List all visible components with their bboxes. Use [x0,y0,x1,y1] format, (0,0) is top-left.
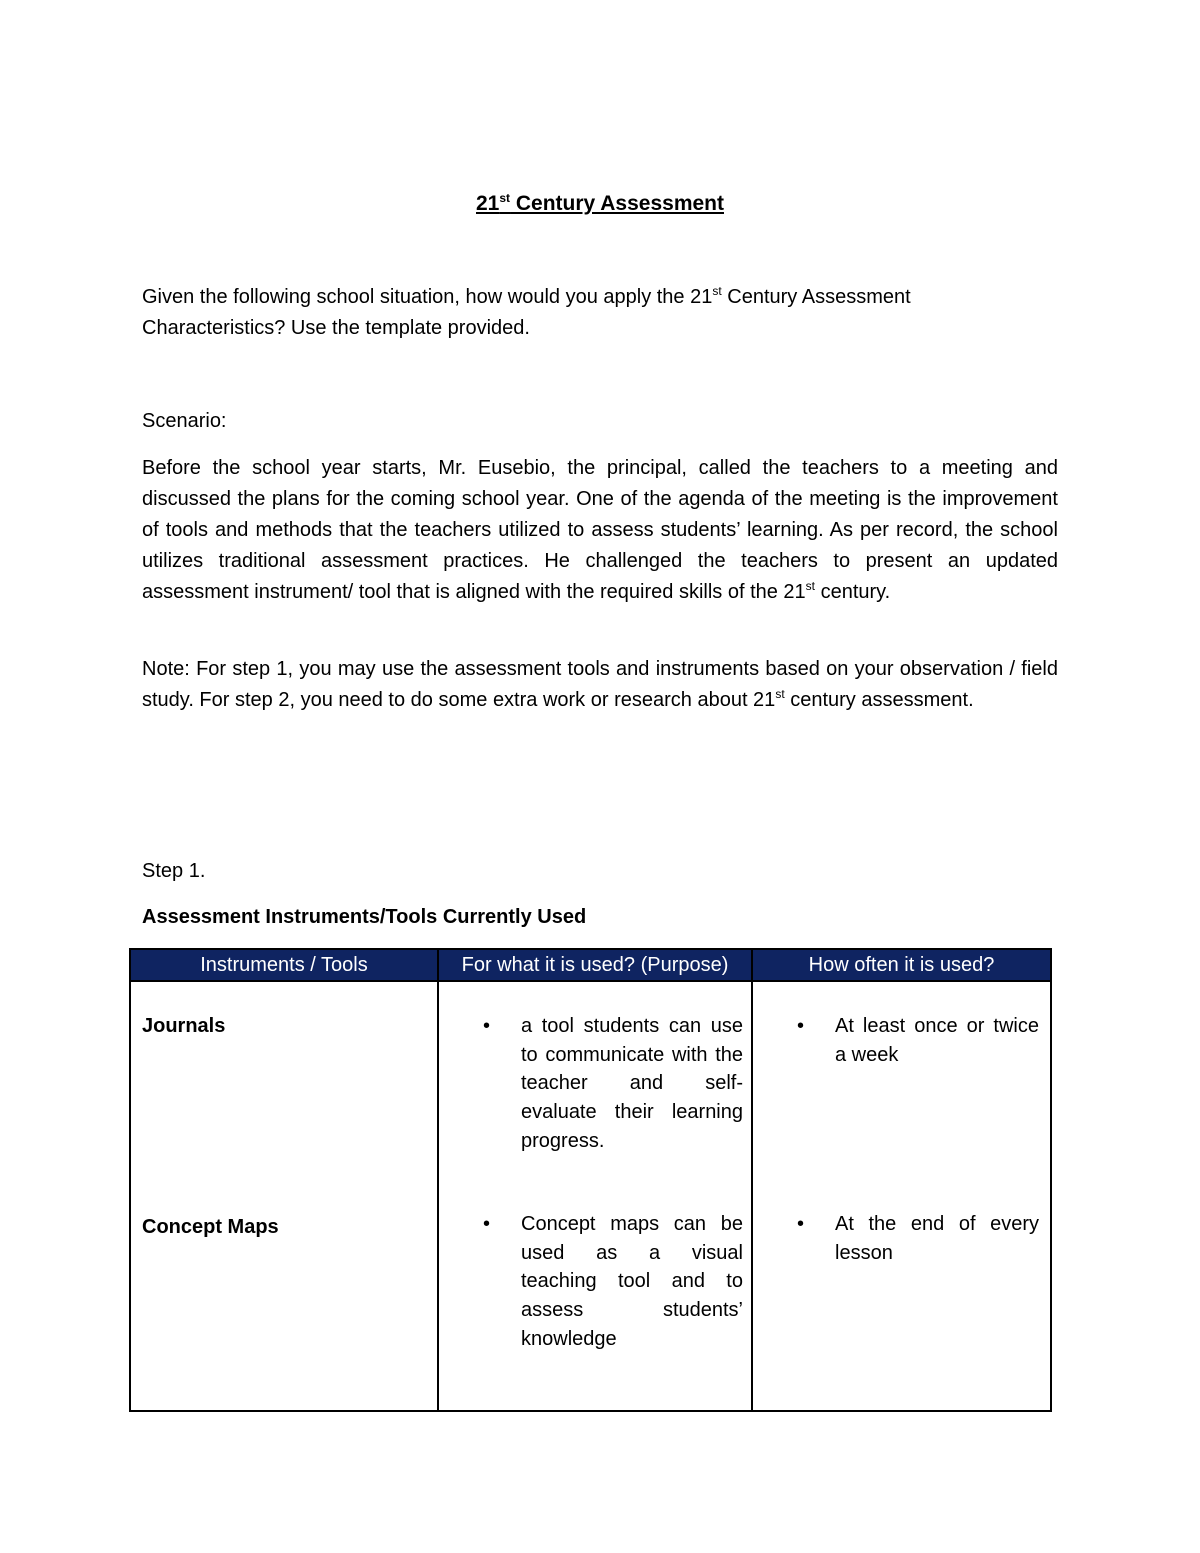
list-item [797,1012,1041,1069]
scenario-label: Scenario: [142,410,227,432]
list-item [483,1210,745,1354]
tool-name-journals: Journals [142,1015,226,1037]
note-paragraph: Note: For step 1, you may use the assessment tools and instruments based on your observation / field study. For step 2, you need to do some extra work or research about 21st century assessment. [142,658,1058,711]
frequency-journals: At least once or twice a week [835,1015,1039,1066]
list-item [483,1012,745,1156]
frequency-cell [752,981,1051,1411]
step-label: Step 1. [142,860,206,882]
purpose-concept-maps: Concept maps can be used as a visual teaching tool and to assess students’ knowledge [521,1213,743,1350]
assessment-tools-table [129,948,1052,1412]
bullet-icon: • [797,1015,805,1037]
bullet-icon: • [797,1213,805,1235]
header-instruments: Instruments / Tools [130,949,438,981]
tools-cell [130,981,438,1411]
intro-paragraph: Given the following school situation, how would you apply the 21st Century Assessment Characteristics? Use the template provided. [142,284,911,339]
page-title: 21st Century Assessment [476,191,724,215]
bullet-icon: • [483,1213,491,1235]
table-row [130,981,1051,1411]
list-item [797,1210,1041,1267]
table-header-row [130,949,1051,981]
purpose-cell [438,981,752,1411]
tool-name-concept-maps: Concept Maps [142,1216,279,1238]
scenario-paragraph: Before the school year starts, Mr. Eusebio, the principal, called the teachers to a meeting and discussed the plans for the coming school year. One of the agenda of the meeting is the improvement of tools and methods that the teachers utilized to assess students’ learning. As per record, the school utilizes traditional assessment practices. He challenged the teachers to present an updated assessment instrument/ tool that is aligned with the required skills of the 21st century. [142,457,1058,603]
header-frequency: How often it is used? [752,949,1051,981]
purpose-journals: a tool students can use to communicate with the teacher and self-evaluate their learning progress. [521,1015,743,1152]
header-purpose: For what it is used? (Purpose) [438,949,752,981]
section-heading: Assessment Instruments/Tools Currently Used [142,906,587,928]
frequency-concept-maps: At the end of every lesson [835,1213,1039,1264]
bullet-icon: • [483,1015,491,1037]
